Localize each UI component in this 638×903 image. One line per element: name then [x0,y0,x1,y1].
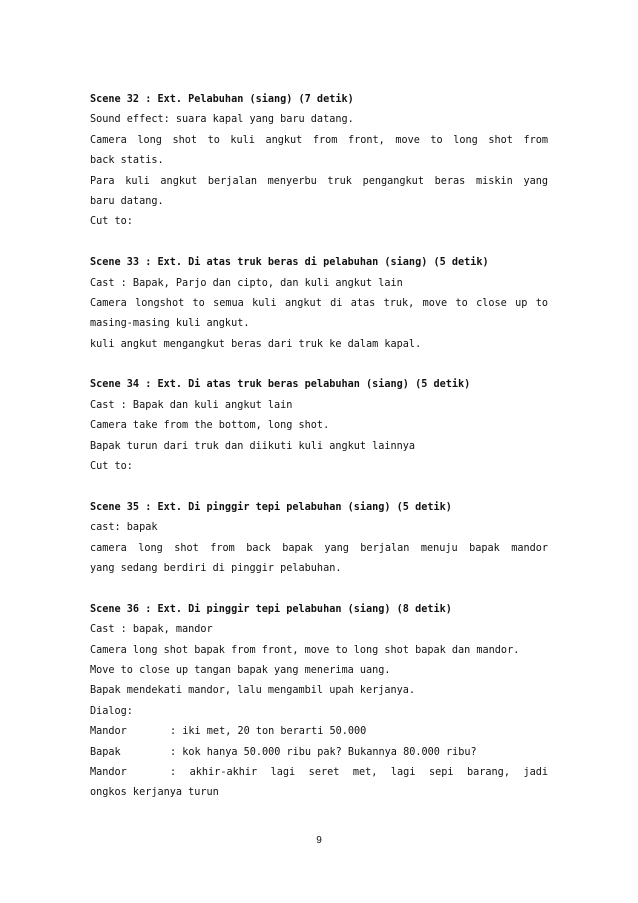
dialog-text: : akhir-akhir lagi seret met, lagi sepi barang, jadi [170,766,548,778]
dialog-block [90,722,548,804]
dialog-row [90,743,548,763]
scene-line: Camera long shot to kuli angkut from front, move to long shot from [90,134,548,146]
scene-line: Camera long shot bapak from front, move to long shot bapak dan mandor. [90,644,520,656]
scene-line: back statis. [90,155,164,167]
scene-line: Cast : bapak, mandor [90,624,213,636]
scene-line: yang sedang berdiri di pinggir pelabuhan. [90,562,342,574]
scene-line: Cut to: [90,461,133,473]
scene-34 [90,375,548,477]
scene-line: Camera longshot to semua kuli angkut di atas truk, move to close up to [90,297,548,309]
dialog-text: : kok hanya 50.000 ribu pak? Bukannya 80.000 ribu? [170,746,477,758]
scene-line: baru datang. [90,195,164,207]
scene-spacer [90,355,548,375]
dialog-continuation: ongkos kerjanya turun [90,787,219,799]
dialog-speaker: Mandor [90,766,127,778]
scene-line: Cast : Bapak dan kuli angkut lain [90,399,293,411]
scene-line: camera long shot from back bapak yang berjalan menuju bapak mandor [90,542,548,554]
dialog-speaker: Bapak [90,746,121,758]
scene-heading: Scene 33 : Ext. Di atas truk beras di pelabuhan (siang) (5 detik) [90,257,489,269]
scene-33 [90,253,548,355]
scene-35 [90,498,548,580]
scene-spacer [90,579,548,599]
scene-line: Bapak turun dari truk dan diikuti kuli angkut lainnya [90,440,416,452]
scene-heading: Scene 36 : Ext. Di pinggir tepi pelabuhan (siang) (8 detik) [90,603,452,615]
scene-spacer [90,477,548,497]
scene-spacer [90,233,548,253]
scene-heading: Scene 32 : Ext. Pelabuhan (siang) (7 detik) [90,94,354,105]
dialog-speaker: Mandor [90,726,127,738]
dialog-row [90,763,548,783]
scene-line: Camera take from the bottom, long shot. [90,420,330,432]
scene-line: kuli angkut mengangkut beras dari truk ke dalam kapal. [90,338,422,350]
scene-line: Para kuli angkut berjalan menyerbu truk pengangkut beras miskin yang [90,175,548,187]
scene-line: Dialog: [90,705,133,717]
scene-36 [90,600,548,804]
scene-line: Move to close up tangan bapak yang menerima uang. [90,664,391,676]
scene-line: Bapak mendekati mandor, lalu mengambil upah kerjanya. [90,685,416,697]
scene-line: Sound effect: suara kapal yang baru datang. [90,114,354,126]
scene-line: cast: bapak [90,522,158,534]
scene-heading: Scene 35 : Ext. Di pinggir tepi pelabuhan (siang) (5 detik) [90,501,452,513]
scene-32 [90,90,548,233]
page-number: 9 [316,835,322,846]
scene-line: masing-masing kuli angkut. [90,318,250,330]
scene-heading: Scene 34 : Ext. Di atas truk beras pelabuhan (siang) (5 detik) [90,379,471,391]
scene-line: Cast : Bapak, Parjo dan cipto, dan kuli angkut lain [90,277,403,289]
scene-line: Cut to: [90,216,133,228]
dialog-text: : iki met, 20 ton berarti 50.000 [170,726,367,738]
script-page [90,90,548,804]
dialog-row [90,722,548,742]
